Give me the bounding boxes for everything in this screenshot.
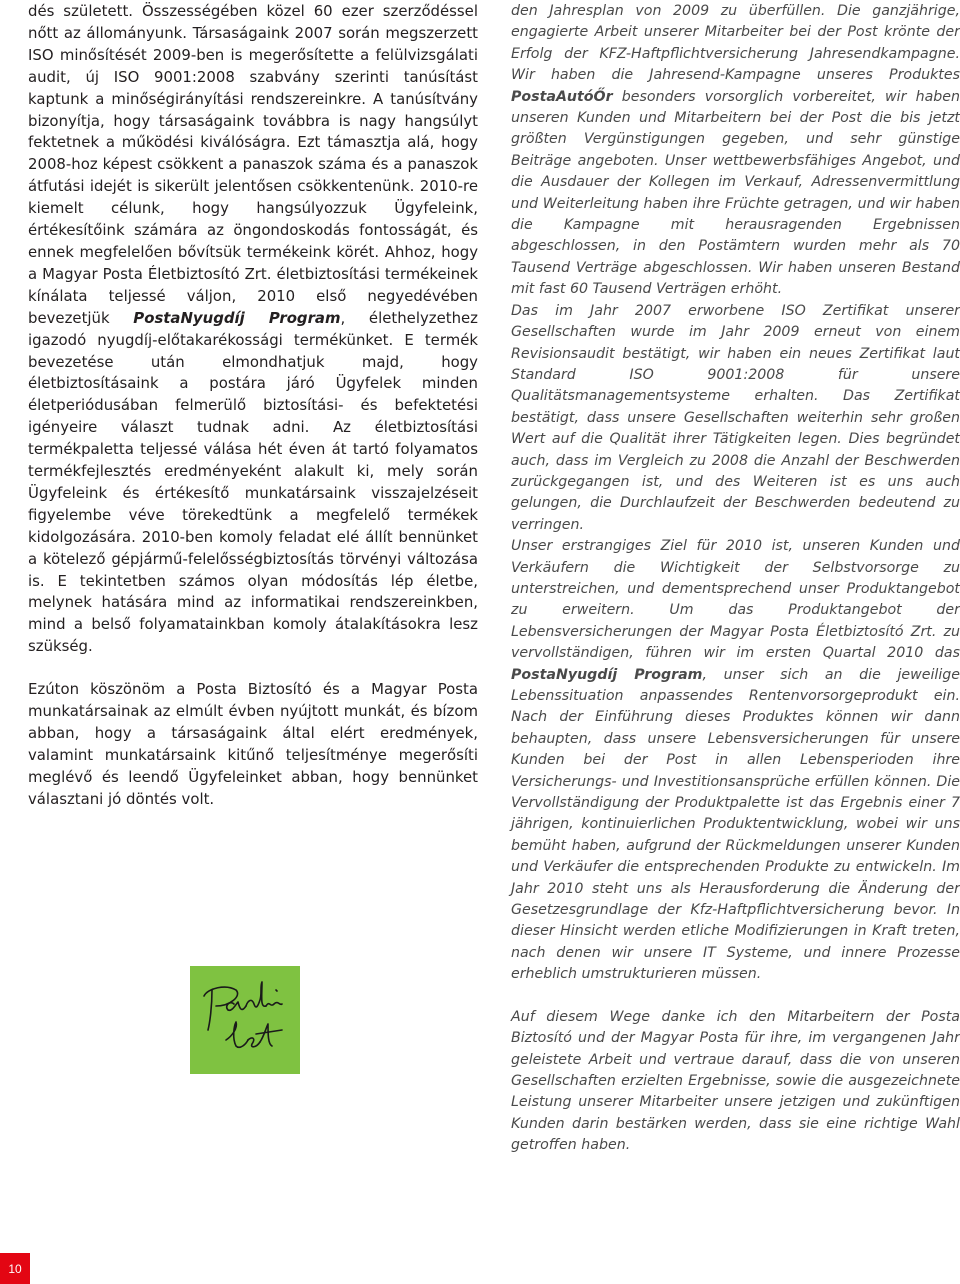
page-number: 10 — [8, 1261, 22, 1276]
hungarian-p1-text-b: , élethelyzethez igazodó nyugdíj-előtakarékossági termékünket. E termék bevezetése után elmondhatjuk majd, hogy életbiztosításaink a postára járó Ügyfelek minden életperiódusában felmerülő biztosítási- és befektetési igényeire választ tudnak adni. Az életbiztosítási termékpaletta teljessé válása hét éven át tartó folyamatos termékfejlesztés eredményeként alakult ki, mely során Ügyfeleink és értékesítő munkatársaink visszajelzéseit figyelembe véve törekedtünk a megfelelő termékek kidolgozására. 2010-ben komoly feladat elé állít bennünket a kötelező gépjármű-felelősségbiztosítás törvényi változása is. E tekintetben számos olyan módosítás lép életbe, melynek hatására mind az informatikai rendszereinkben, mind a belső folyamatainkban komoly átalakításokra lesz szükség. — [28, 308, 478, 656]
signature-drawing — [190, 966, 300, 1074]
signature-image — [190, 966, 300, 1074]
german-paragraph-4: Auf diesem Wege danke ich den Mitarbeitern der Posta Biztosító und der Magyar Posta für ihre, im vergangenen Jahr geleistete Arbeit und vertraue darauf, dass die von unseren Gesellschaften erzielten Ergebnisse, sowie die ausgezeichnete Leistung unserer Mitarbeiter unsere jetzigen und zukünftigen Kunden darin bestärken werden, dass sie eine richtige Wahl getroffen haben. — [511, 1008, 960, 1154]
german-paragraph-3 — [511, 536, 960, 986]
german-p1-brand: PostaAutóŐr — [511, 88, 613, 105]
page-number-badge — [0, 1253, 30, 1284]
german-p3-text-b: , unser sich an die jeweilige Lebenssituation anpassendes Rentenvorsorgeprodukt ein. Nach der Einführung dieses Produktes können wir dann behaupten, dass unsere Lebensversicherungen für unsere Kunden bei der Post in allen Lebensperioden ihre Versicherungs- und Investitionsansprüche erfüllen können. Die Vervollständigung der Produktpalette ist das Ergebnis einer 7 jährigen, kontinuierlichen Produktentwicklung, wobei wir uns bemüht haben, aufgrund der Rückmeldungen unserer Kunden und Verkäufer die entsprechenden Produkte zu entwickeln. Im Jahr 2010 steht uns als Herausforderung die Änderung der Gesetzesgrundlage der Kfz-Haftpflichtversicherung bevor. In dieser Hinsicht werden etliche Modifizierungen in Kraft treten, nach denen wir unsere IT Systeme, und innere Prozesse erheblich umstrukturieren müssen. — [511, 666, 960, 983]
german-column — [511, 1, 960, 1157]
german-paragraph-2: Das im Jahr 2007 erworbene ISO Zertifikat unserer Gesellschaften wurde im Jahr 2009 erneut von einem Revisionsaudit bestätigt, wir haben ein neues Zertifikat laut Standard ISO 9001:2008 für unsere Qualitätsmanagementsysteme erhalten. Das Zertifikat bestätigt, dass unsere Gesellschaften weiterhin sehr großen Wert auf die Qualität ihrer Tätigkeiten legen. Dies begründet auch, dass im Vergleich zu 2008 die Anzahl der Beschwerden zurückgegangen ist, und des Weiteren ist es uns auch gelungen, die Durchlaufzeit der Beschwerden bedeutend zu verringen. — [511, 302, 960, 533]
german-p3-brand: PostaNyugdíj Program — [511, 666, 703, 683]
german-paragraph-1 — [511, 1, 960, 301]
hungarian-p1-text-a: dés született. Összességében közel 60 ezer szerződéssel nőtt az állományunk. Társaságaink 2007 során megszerzett ISO minősítését 2009-ben is megerősítette a felülvizsgálati audit, új ISO 9001:2008 szabvány szerinti tanúsítást kaptunk a minőségirányítási rendszereinkre. A tanúsítvány bizonyítja, hogy társaságaink továbbra is nagy hangsúlyt fektetnek a működési kiválóságra. Ezt támasztja alá, hogy 2008-hoz képest csökkent a panaszok száma és a panaszok átfutási idejét is sikerült jelentősen csökkentenünk. 2010-re kiemelt célunk, hogy hangsúlyozzuk Ügyfeleink, értékesítőink számára az öngondoskodás fontosságát, és ennek megfelelően bővítsük termékeink körét. Ahhoz, hogy a Magyar Posta Életbiztosító Zrt. életbiztosítási termékeinek kínálata teljessé váljon, 2010 első negyedévében bevezetjük — [28, 2, 478, 327]
german-p1-text-a: den Jahresplan von 2009 zu überfüllen. Die ganzjährige, engagierte Arbeit unserer Mitarbeiter bei der Post krönte der Erfolg der KFZ-Haftpflichtversicherung Jahresendkampagne. Wir haben die Jahresend-Kampagne unseres Produktes — [511, 3, 960, 84]
hungarian-p1-brand: PostaNyugdíj Program — [133, 308, 341, 327]
hungarian-column — [28, 1, 478, 811]
german-p3-text-a: Unser erstrangiges Ziel für 2010 ist, unseren Kunden und Verkäufern die Wichtigkeit der Selbstvorsorge zu unterstreichen, und dementsprechend unser Produktangebot zu erweitern. Um das Produktangebot der Lebensversicherungen der Magyar Posta Életbiztosító Zrt. zu vervollständigen, führen wir im ersten Quartal 2010 das — [511, 538, 960, 662]
german-p1-text-b: besonders vorsorglich vorbereitet, wir haben unseren Kunden und Mitarbeitern bei der Post die bis jetzt größten Vergünstigungen gegeben, und sehr günstige Beiträge angeboten. Unser wettbewerbsfähiges Angebot, und die Ausdauer der Kollegen im Verkauf, Adressenvermittlung und Weiterleitung haben ihre Früchte getragen, und wir haben die Kampagne mit herausragenden Ergebnissen abgeschlossen, in den Postämtern wurden mehr als 70 Tausend Verträge abgeschlossen. Wir haben unseren Bestand mit fast 60 Tausend Verträgen erhöht. — [511, 88, 960, 298]
hungarian-paragraph-1 — [28, 1, 478, 658]
hungarian-paragraph-2: Ezúton köszönöm a Posta Biztosító és a Magyar Posta munkatársainak az elmúlt évben nyújtott munkát, és bízom abban, hogy a társaságaink által elért eredmények, valamint munkatársaink kitűnő teljesítménye megerősíti meglévő és leendő Ügyfeleinket abban, hogy bennünket választani jó döntés volt. — [28, 680, 478, 808]
